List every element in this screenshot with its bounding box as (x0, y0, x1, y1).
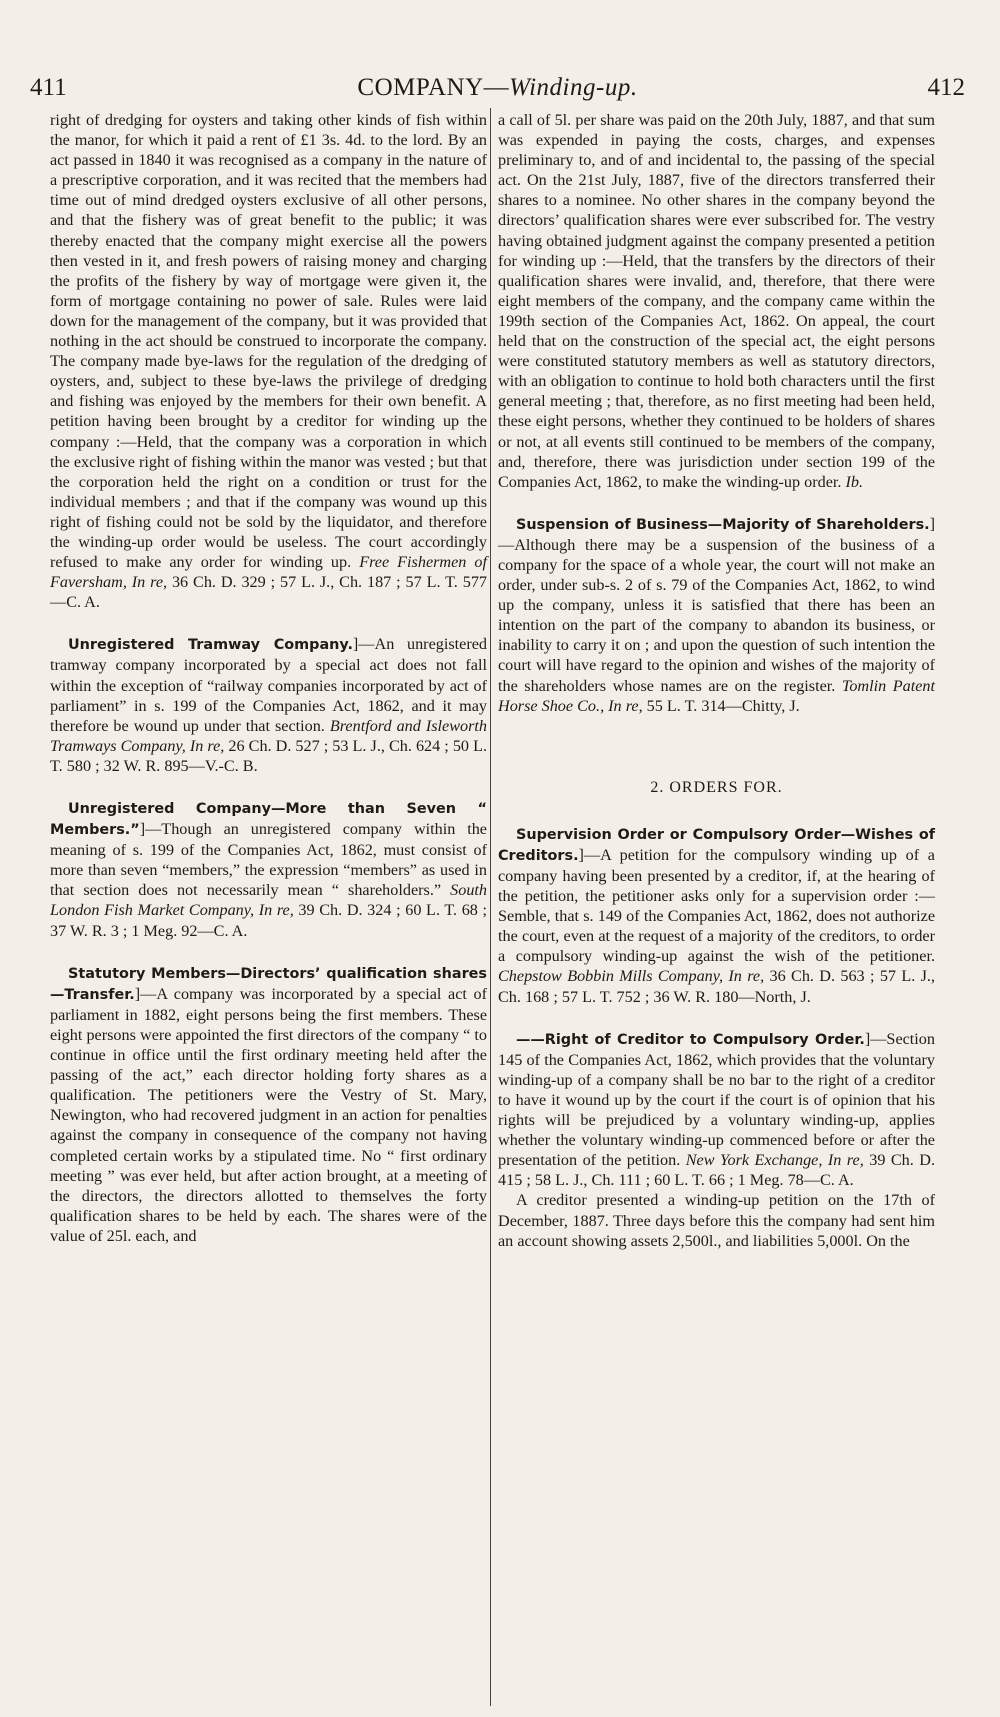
case-citation: Tomlin Patent Horse Shoe Co., In re, (498, 676, 935, 715)
paragraph-suspension (498, 514, 935, 716)
paragraph-heading: Supervision Order or Compulsory Order—Wishes of Creditors. (498, 826, 935, 864)
paragraph-heading: ——Right of Creditor to Compulsory Order. (516, 1031, 865, 1048)
running-header (30, 68, 965, 110)
report-reference: 36 Ch. D. 563 ; 57 L. J., Ch. 168 ; 57 L. T. 752 ; 36 W. R. 180—North, J. (498, 967, 935, 1006)
paragraph-text: right of dredging for oysters and taking other kinds of fish within the manor, for which it paid a rent of £1 3s. 4d. to the lord. By an act passed in 1840 it was recognised as a company in the nature of a prescriptive corporation, and it was recited that the members had time out of mind dredged oysters exclusive of all other persons, and that the fishery was of great benefit to the public; it was thereby enacted that the company might exercise all the powers then vested in it, and fresh powers of raising money and charging the profits of the fishery by way of mortgage were given it, the form of mortgage containing no power of sale. Rules were laid down for the management of the company, but it was provided that nothing in the act should be construed to incorporate the company. The company made bye-laws for the regulation of the dredging of oysters, and, subject to these bye-laws the privilege of dredging and fishing was enjoyed by the members for their own benefit. A petition having been brought by a creditor for winding up the company :—Held, that the company was a corporation in which the exclusive right of fishing within the manor was vested ; but that the corporation held the right on a condition or trust for the individual members ; and that if the company was wound up this right of fishing could not be sold by the liquidator, and therefore the winding-up order would be useless. The court accordingly refused to make any order for winding up. (50, 111, 487, 572)
paragraph-text: ]—Although there may be a suspension of the business of a company for the space of a whole year, the court will not make an order, under sub-s. 2 of s. 79 of the Companies Act, 1862, to wind up the company, unless it is satisfied that there has been an intention on the part of the company to abandon its business, or inability to carry it on ; and upon the question of such intention the court will have regard to the opinion and wishes of the majority of the shareholders whose names are on the register. (498, 514, 935, 695)
running-title (30, 74, 965, 102)
paragraph-tramway (50, 634, 487, 776)
paragraph-text: ]—Section 145 of the Companies Act, 1862, which provides that the voluntary winding-up of a company shall be no bar to the right of a creditor to have it wound up by the court if the court is of opinion that his rights will be prejudiced by a voluntary winding-up, applies whether the voluntary winding-up commenced before or after the presentation of the petition. (498, 1029, 935, 1170)
paragraph-right-of-creditor (498, 1029, 935, 1191)
paragraph-statutory-members (50, 963, 487, 1246)
paragraph-heading: Unregistered Company—More than Seven “ Members.” (50, 801, 487, 839)
paragraph-text: ]—A petition for the compulsory winding up of a company having been presented by a creditor, if, at the hearing of the petition, the petitioner asks only for a supervision order :—Semble, that s. 149 of the Companies Act, 1862, does not authorize the court, even at the request of a majority of the creditors, to order a compulsory winding-up against the wish of the petitioner. (498, 845, 935, 966)
paragraph-supervision-order (498, 824, 935, 1007)
paragraph-unregistered-company (50, 798, 487, 941)
column-divider (490, 108, 491, 1706)
case-citation: Ib. (845, 472, 864, 491)
case-citation: Brentford and Isleworth Tramways Company, In re, (50, 716, 487, 755)
page-number-left: 411 (30, 74, 67, 101)
paragraph-creditor-petition (498, 1190, 935, 1250)
case-citation: New York Exchange, In re, (685, 1151, 864, 1170)
paragraph-faversham (50, 110, 487, 612)
paragraph-statutory-members-cont (498, 110, 935, 492)
report-reference: 39 Ch. D. 324 ; 60 L. T. 68 ; 37 W. R. 3 ; 1 Meg. 92—C. A. (50, 901, 488, 940)
page-number-right: 412 (927, 74, 965, 101)
paragraph-heading: Statutory Members—Directors’ qualification shares—Transfer. (50, 965, 487, 1003)
case-citation: South London Fish Market Company, In re, (50, 881, 488, 920)
paragraph-text: a call of 5l. per share was paid on the 20th July, 1887, and that sum was expended in paying the costs, charges, and expenses preliminary to, and of and incidental to, the passing of the special act. On the 21st July, 1887, five of the directors transferred their shares to a nominee. No other shares in the company beyond the directors’ qualification shares were ever subscribed for. The vestry having obtained judgment against the company presented a petition for winding up :—Held, that the transfers by the directors of their qualification shares were invalid, and, therefore, that there were eight members of the company, and the company came within the 199th section of the Companies Act, 1862. On appeal, the court held that on the construction of the special act, the eight persons were constituted statutory members as well as statutory directors, with an obligation to continue to hold both characters until the first general meeting ; that, therefore, as no first meeting had been held, these eight persons, whether they continued to be holders of shares or not, at all events still continued to be members of the company, and, therefore, there was jurisdiction under section 199 of the Companies Act, 1862, to make the winding-up order. (498, 111, 935, 491)
report-reference: 55 L. T. 314—Chitty, J. (646, 696, 800, 715)
paragraph-text: ]—A company was incorporated by a special act of parliament in 1882, eight persons being the first members. These eight persons were appointed the first directors of the company “ to continue in office until the first ordinary meeting held after the passing of the act,” each director holding forty shares as a qualification. The petitioners were the Vestry of St. Mary, Newington, who had recovered judgment in an action for penalties against the company in consequence of the company not having completed certain works by a stipulated time. No “ first ordinary meeting ” was ever held, but after action brought, at a meeting of the directors, the directors allotted to themselves the forty qualification shares to be held by each. The shares were of the value of 25l. each, and (50, 984, 487, 1245)
running-title-main: COMPANY— (357, 74, 510, 101)
paragraph-text: ]—Though an unregistered company within the meaning of s. 199 of the Companies Act, 1862, must consist of more than seven “members,” the expression “members” as used in that section does not necessarily mean “ shareholders.” (50, 820, 487, 900)
paragraph-text: A creditor presented a winding-up petition on the 17th of December, 1887. Three days before this the company had sent him an account showing assets 2,500l., and liabilities 5,000l. On the (498, 1191, 935, 1250)
report-reference: 39 Ch. D. 415 ; 58 L. J., Ch. 111 ; 60 L. T. 66 ; 1 Meg. 78—C. A. (498, 1151, 936, 1190)
left-column (50, 110, 487, 1246)
right-column (498, 110, 935, 1251)
paragraph-text: ]—An unregistered tramway company incorporated by a special act does not fall within the exception of “railway companies incorporated by act of parliament” in s. 199 of the Companies Act, 1862, and it may therefore be wound up under that section. (50, 635, 487, 735)
report-reference: 36 Ch. D. 329 ; 57 L. J., Ch. 187 ; 57 L. T. 577—C. A. (50, 573, 488, 612)
section-heading: 2. ORDERS FOR. (650, 778, 783, 796)
case-citation: Chepstow Bobbin Mills Company, In re, (498, 967, 765, 986)
running-title-italic: Winding-up. (509, 74, 638, 101)
paragraph-heading: Suspension of Business—Majority of Shareholders. (516, 516, 930, 533)
case-citation: Free Fishermen of Faversham, In re, (50, 553, 488, 592)
report-reference: 26 Ch. D. 527 ; 53 L. J., Ch. 624 ; 50 L. T. 580 ; 32 W. R. 895—V.-C. B. (50, 736, 488, 775)
paragraph-heading: Unregistered Tramway Company. (68, 637, 353, 654)
